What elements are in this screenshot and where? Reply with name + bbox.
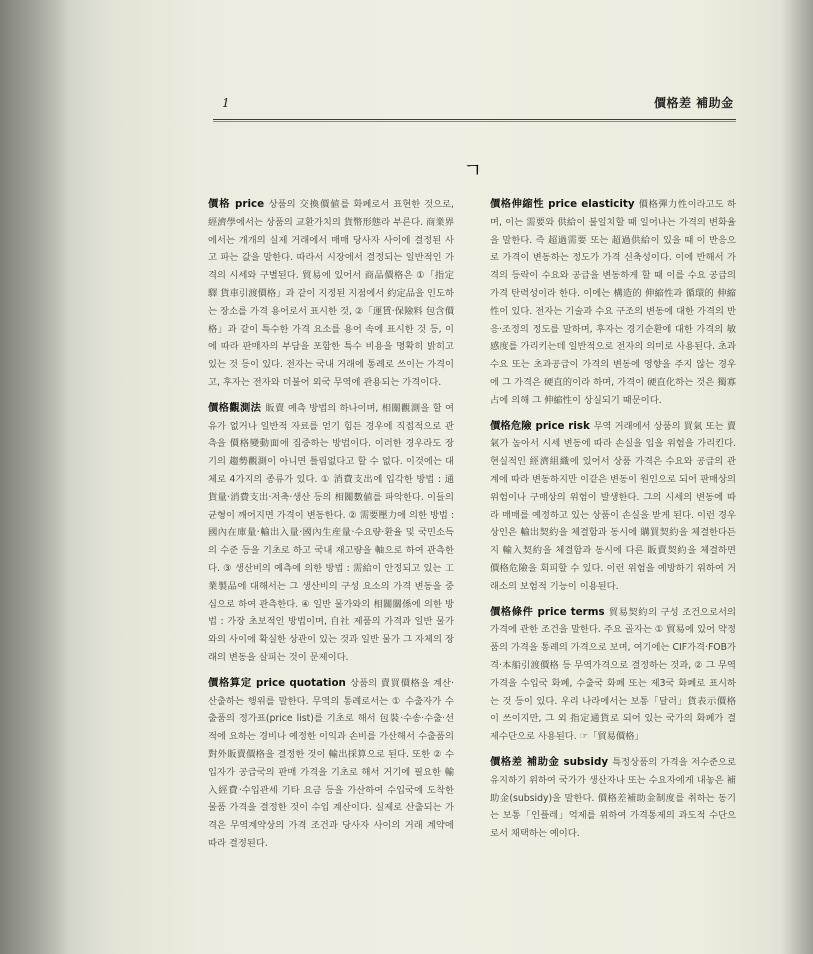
entry-headword: 價格條件 price terms xyxy=(490,605,609,618)
running-head: 價格差 補助金 xyxy=(654,96,734,110)
right-column xyxy=(490,196,736,851)
section-letter: ㄱ xyxy=(463,158,483,182)
dictionary-entry-price-elasticity xyxy=(490,196,736,410)
entry-definition: 특정상품의 가격을 저수준으로 유지하기 위하여 국가가 생산자나 또는 수요자에게 내놓은 補助金(subsidy)을 말한다. 價格差補助金制度를 취하는 동기는 보통「인플레」억제를 위하여 가격통제의 과도적 수단으로서 채택하는 예이다. xyxy=(490,756,736,840)
entry-headword: 價格危險 price risk xyxy=(490,419,594,432)
dictionary-entry-price-risk xyxy=(490,418,736,596)
entry-definition: 價格彈力性이라고도 하며, 이는 需要와 供給이 불일치할 때 일어나는 가격의 변화율을 말한다. 즉 超過需要 또는 超過供給이 있을 때 이 반응으로 가격이 변동하는 정도가 가격 신축성이다. 이에 반해서 가격의 등락이 수요와 공급을 변동하게 할 때 이를 수요 공급의 가격 탄력성이라 한다. 이에는 構造的 伸縮性과 循環的 伸縮性이 있다. 전자는 기술과 수요 구조의 변동에 대한 가격의 반응·조정의 정도를 말하며, 후자는 경기순환에 대한 가격의 敏感度를 가리키는데 일반적으로 전자의 의미로 사용된다. 초과수요 또는 초과공급이 가격의 변동에 영향을 주지 않는 경우에 그 가격은 硬直的이라 하며, 가격이 硬直化하는 것은 獨寡占에 의해 그 伸縮性이 상실되기 때문이다. xyxy=(490,199,736,406)
page-number: 1 xyxy=(222,96,230,110)
entry-headword: 價格 price xyxy=(208,198,269,210)
entry-definition: 貿易契約의 구성 조건으로서의 가격에 관한 조건을 말한다. 주요 골자는 ① 貿易에 있어 약정품의 가격을 통례의 가격으로 보며, 여기에는 CIF가격·FOB가격·本船引渡價格 등 무역가격으로 결정하는 것과, ② 그 무역가격을 수입국 화폐, 수출국 화폐 또는 제3국 화폐로 표시하는 것 등이 있다. 우리 나라에서는 보통「달러」貨表示價格이 쓰이지만, 그 외 指定通貨로 되어 있는 국가의 화폐가 결제수단으로 사용된다. ☞「貿易價格」 xyxy=(490,606,736,743)
entry-headword: 價格算定 price quotation xyxy=(208,676,351,689)
header-rule-thin xyxy=(213,121,736,122)
left-column xyxy=(208,196,454,861)
dictionary-entry-subsidy xyxy=(490,754,736,843)
dictionary-entry-price-observation xyxy=(208,400,454,667)
header-rule xyxy=(213,119,736,120)
dictionary-entry-price-quotation xyxy=(208,675,454,853)
entry-headword: 價格觀測法 xyxy=(208,401,266,414)
entry-definition: 무역 거래에서 상품의 買氣 또는 賣氣가 높아서 시세 변동에 따라 손실을 입을 위험을 가리킨다. 현실적인 經濟組織에 있어서 상품 가격은 수요와 공급의 관계에 따라 변동하지만 이같은 변동이 원인으로 되어 판매상의 위험이나 구매상의 위험이 발생한다. 그의 시세의 변동에 따라 매매를 예정하고 있는 상품이 손실을 받게 된다. 이런 경우 상인은 輸出契約을 체결함과 동시에 購買契約을 체결한다든지 輸入契約을 체결함과 동시에 다른 販賣契約을 체결하면 價格危險을 회피할 수 있다. 이런 위험을 예방하기 위하여 거래소의 보험적 기능이 이용된다. xyxy=(490,420,736,592)
entry-headword: 價格差 補助金 subsidy xyxy=(490,755,613,768)
book-spine-shadow xyxy=(0,0,70,954)
entry-definition: 販賣 예측 방법의 하나이며, 相關觀測을 할 여유가 없거나 일반적 자료를 얻기 힘든 경우에 직접적으로 관측을 價格變動面에 집중하는 방법이다. 이러한 경우라도 장기의 趨勢觀測이 아니면 틀림없다고 할 수 없다. 이것에는 대체로 4가지의 종류가 있다. ① 消費支出에 입각한 방법 : 通貨量·消費支出·저축·생산 등의 相關數値를 파악한다. 이들의 균형이 깨어지면 가격이 변동한다. ② 需要壓力에 의한 방법 : 國內在庫量·輸出入量·國內生産量·수요량·환율 및 국민소득의 수준 등을 기초로 하고 국내 재고량을 軸으로 하여 관측한다. ③ 생산비의 예측에 의한 방법 : 需給이 안정되고 있는 工業製品에 대해서는 그 생산비의 구성 요소의 가격 변동을 중심으로 하여 관측한다. ④ 일반 물가와의 相關關係에 의한 방법 : 가장 초보적인 방법이며, 自社 제품의 가격과 일반 물가와의 사이에 확실한 상관이 있는 것과 일반 물가 그 자체의 장래의 변동을 살피는 것이 문제이다. xyxy=(208,402,454,663)
entry-definition: 상품의 交換價値를 화폐로서 표현한 것으로, 經濟學에서는 상품의 교환가치의 貨幣形態라 부른다. 商業界에서는 개개의 실제 거래에서 매매 당사자 사이에 결정된 사고 파는 값을 말한다. 따라서 시장에서 결정되는 일반적인 가격의 시세와 구별된다. 貿易에 있어서 商品價格은 ①「指定驛 貨車引渡價格」과 같이 지정된 지점에서 約定品을 인도하는 장소를 가격 용어로서 표시한 것, ②「運賃·保險料 包含價格」과 같이 특수한 가격 요소를 용어 속에 표시한 것 등, 이에 따라 판매자의 부담을 포함한 특수 비용을 명확히 밝히고 있는 것 등이 있다. 전자는 국내 거래에 통례로 쓰이는 가격이고, 후자는 전자와 더불어 외국 무역에 관용되는 가격이다. xyxy=(208,199,454,388)
dictionary-entry-price xyxy=(208,196,454,392)
entry-definition: 상품의 賣買價格을 계산·산출하는 행위를 말한다. 무역의 통례로서는 ① 수출자가 수출품의 정가표(price list)를 기초로 해서 包裝·수송·수출·선적에 요하는 경비나 예정한 이익과 손비를 가산해서 수출품의 對外販賣價格을 결정한 것이 輸出採算으로 된다. 또한 ② 수입자가 공급국의 판매 가격을 기초로 해서 거기에 필요한 輸入經費·수입관세 기타 요금 등을 가산하여 수입국에 도착한 물품 가격을 결정한 것이 수입 계산이다. 실제로 산출되는 가격은 무역계약상의 가격 조건과 당사자 사이의 거래 계약에 따라 결정된다. xyxy=(208,677,454,849)
entry-headword: 價格伸縮性 price elasticity xyxy=(490,198,639,210)
dictionary-entry-price-terms xyxy=(490,604,736,746)
